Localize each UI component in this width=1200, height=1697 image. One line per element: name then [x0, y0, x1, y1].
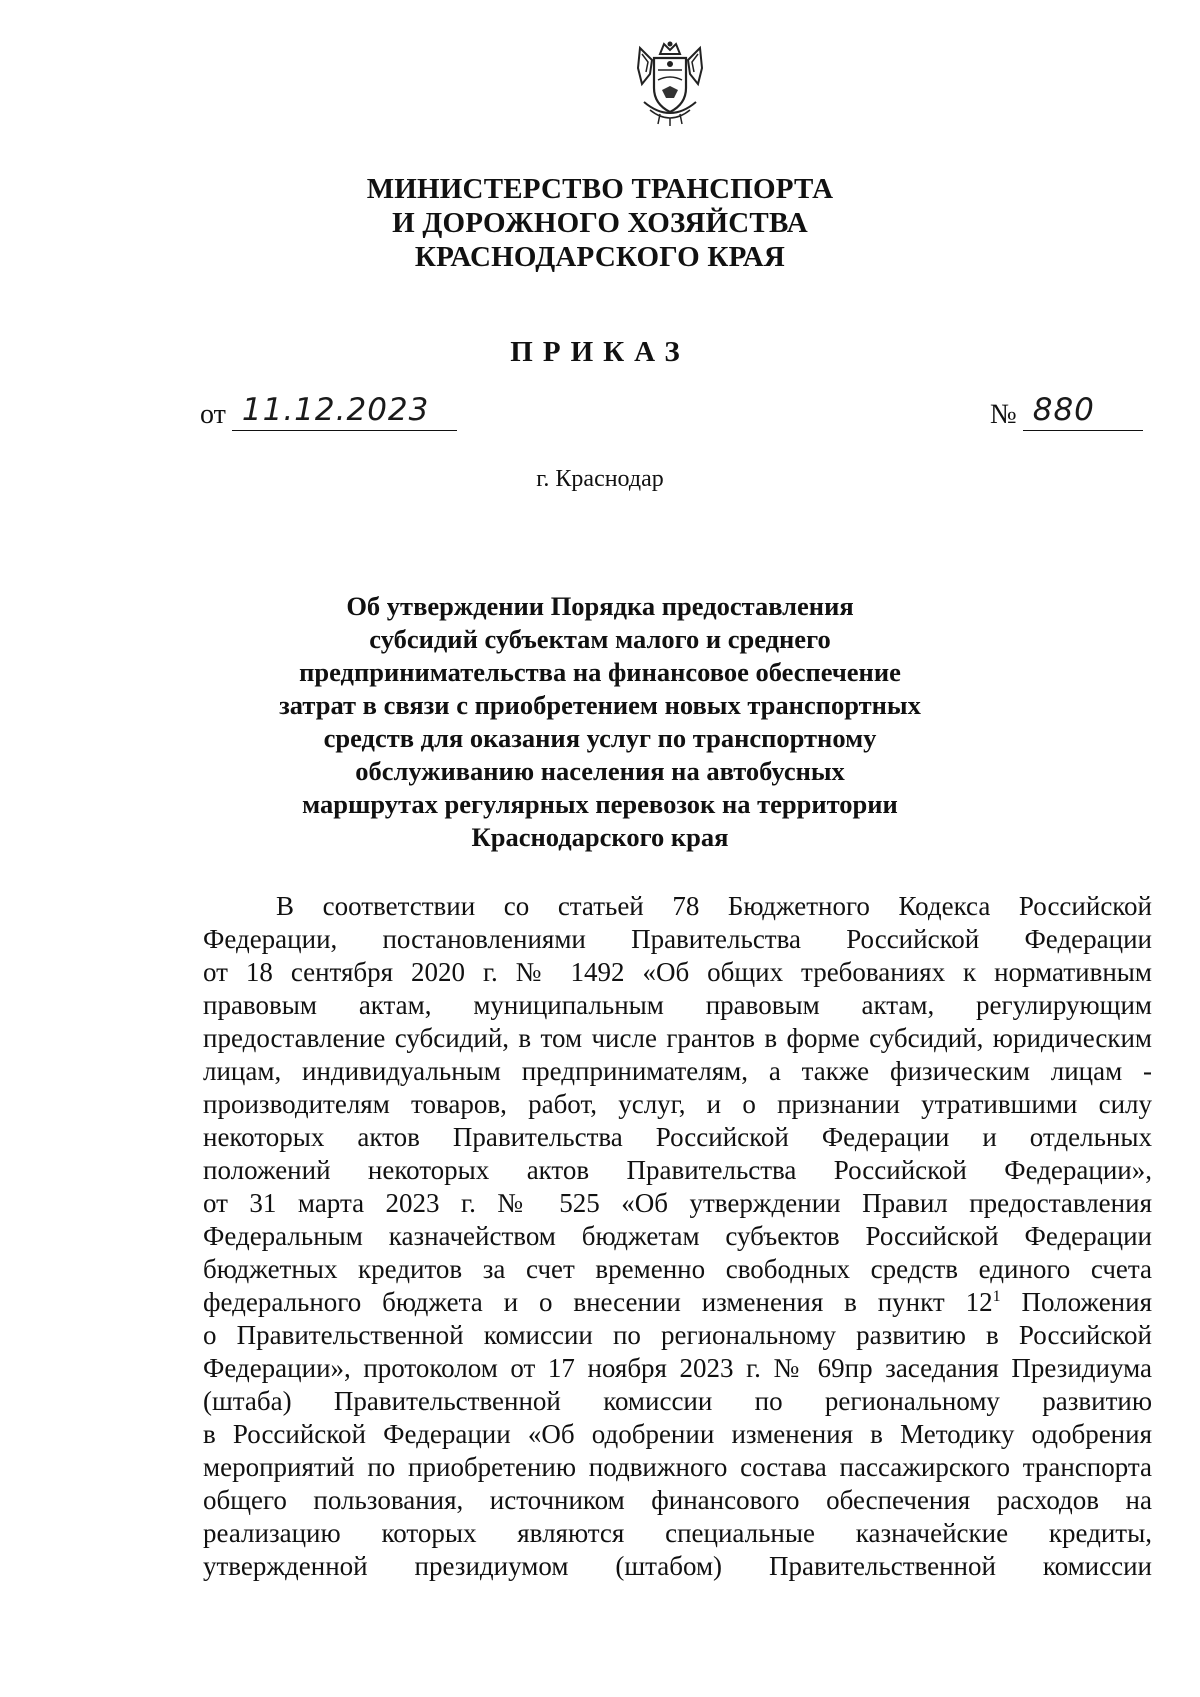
body-line: положений некоторых актов Правительства Российской Федерации»,	[203, 1155, 1152, 1185]
body-line: предоставление субсидий, в том числе грантов в форме субсидий, юридическим	[203, 1023, 1152, 1053]
title-line: затрат в связи с приобретением новых транспортных	[279, 690, 921, 720]
body-line: Федерации», протоколом от 17 ноября 2023 г. № 69пр заседания Президиума	[203, 1353, 1152, 1383]
body-line: от 31 марта 2023 г. № 525 «Об утверждении Правил предоставления	[203, 1188, 1152, 1218]
body-line: утвержденной президиумом (штабом) Правительственной комиссии	[203, 1551, 1152, 1581]
body-line: от 18 сентября 2020 г. № 1492 «Об общих требованиях к нормативным	[203, 957, 1152, 987]
body-line: бюджетных кредитов за счет временно свободных средств единого счета	[203, 1254, 1152, 1284]
body-line: о Правительственной комиссии по региональному развитию в Российской	[203, 1320, 1152, 1350]
handwritten-number: 880	[1023, 392, 1143, 431]
body-line: лицам, индивидуальным предпринимателям, а также физическим лицам -	[203, 1056, 1152, 1086]
body-line-part: федерального бюджета и о внесении изменения в пункт 12	[203, 1287, 993, 1317]
ministry-line: КРАСНОДАРСКОГО КРАЯ	[414, 241, 786, 273]
ministry-line: МИНИСТЕРСТВО ТРАНСПОРТА	[366, 173, 834, 205]
body-line: общего пользования, источником финансового обеспечения расходов на	[203, 1485, 1152, 1515]
superscript: 1	[992, 1288, 1001, 1305]
handwritten-date: 11.12.2023	[232, 392, 457, 431]
body-line: правовым актам, муниципальным правовым актам, регулирующим	[203, 990, 1152, 1020]
date-row	[200, 392, 457, 431]
title-line: средств для оказания услуг по транспортному	[323, 723, 877, 753]
title-line: маршрутах регулярных перевозок на территории	[302, 789, 898, 819]
number-prefix: №	[990, 399, 1017, 430]
ministry-line: И ДОРОЖНОГО ХОЗЯЙСТВА	[392, 207, 808, 239]
ministry-name	[200, 172, 1000, 274]
title-line: обслуживанию населения на автобусных	[355, 756, 845, 786]
body-line: В соответствии со статьей 78 Бюджетного Кодекса Российской	[276, 891, 1152, 921]
body-line: в Российской Федерации «Об одобрении изменения в Методику одобрения	[203, 1419, 1152, 1449]
title-line: предпринимательства на финансовое обеспечение	[299, 657, 901, 687]
body-line-with-superscript	[203, 1286, 1152, 1319]
body-line: реализацию которых являются специальные казначейские кредиты,	[203, 1518, 1152, 1548]
number-row	[990, 392, 1143, 431]
date-prefix: от	[200, 399, 226, 430]
city: г. Краснодар	[536, 466, 664, 492]
body-line: (штаба) Правительственной комиссии по региональному развитию	[203, 1386, 1152, 1416]
body-line-part: Положения	[1000, 1287, 1152, 1317]
body-line: некоторых актов Правительства Российской Федерации и отдельных	[203, 1122, 1152, 1152]
body-line: мероприятий по приобретению подвижного состава пассажирского транспорта	[203, 1452, 1152, 1482]
order-title	[250, 590, 950, 854]
body-paragraph	[203, 890, 1152, 1583]
document-type: ПРИКАЗ	[510, 336, 690, 368]
title-line: Краснодарского края	[471, 822, 729, 852]
body-line: Федеральным казначейством бюджетам субъектов Российской Федерации	[203, 1221, 1152, 1251]
title-line: субсидий субъектам малого и среднего	[369, 624, 831, 654]
krasnodar-coat-of-arms-icon	[630, 40, 710, 128]
title-line: Об утверждении Порядка предоставления	[346, 591, 854, 621]
body-line: производителям товаров, работ, услуг, и о признании утратившими силу	[203, 1089, 1152, 1119]
body-line: Федерации, постановлениями Правительства Российской Федерации	[203, 924, 1152, 954]
